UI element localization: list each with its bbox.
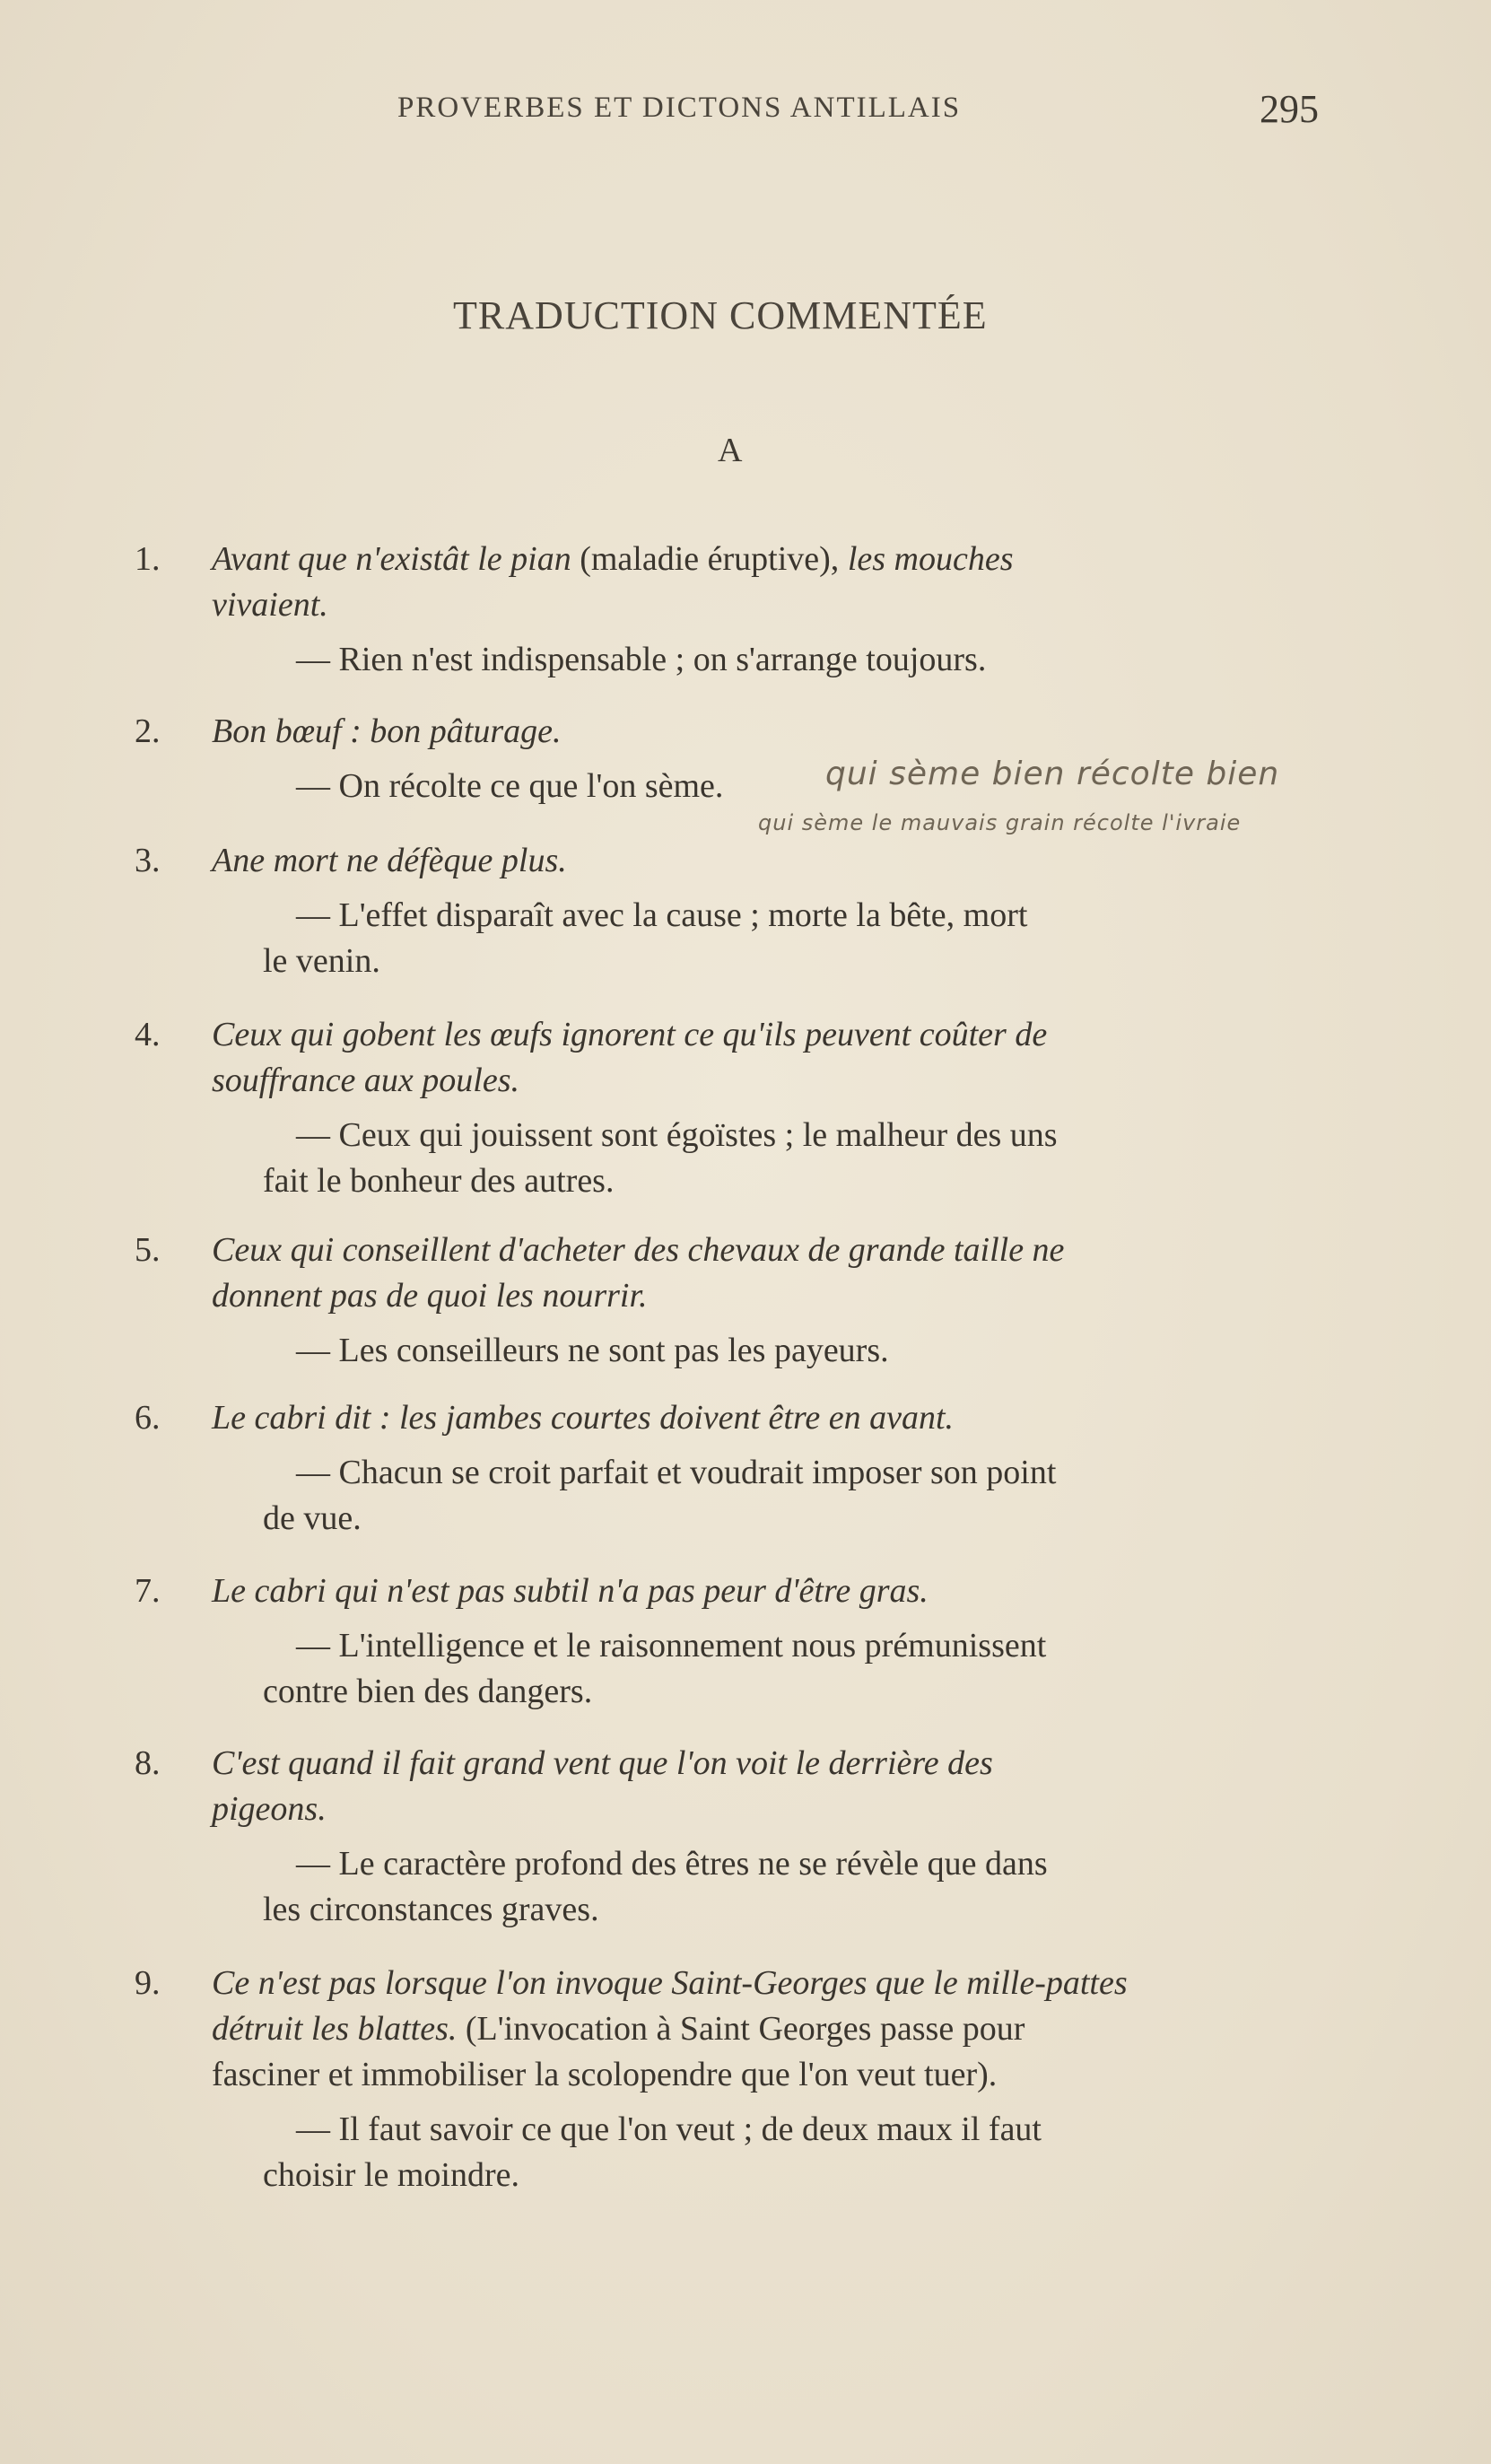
proverb-text	[135, 709, 1323, 755]
meaning-line-2: contre bien des dangers.	[263, 1673, 593, 1710]
proverb-line-2-italic: détruit les blattes.	[212, 2010, 458, 2048]
meaning-text	[135, 2107, 1323, 2198]
meaning-text	[135, 1450, 1323, 1542]
proverb-line-2: souffrance aux poules.	[212, 1062, 520, 1099]
proverb-text	[135, 1961, 1323, 2006]
meaning-line-2: fait le bonheur des autres.	[263, 1162, 615, 1200]
proverb-entry-6	[135, 1395, 1323, 1542]
meaning-line-2: le venin.	[263, 942, 380, 980]
meaning-line-1: — Le caractère profond des êtres ne se révèle que dans	[296, 1845, 1048, 1883]
meaning-line-1: — Chacun se croit parfait et voudrait imposer son point	[296, 1454, 1057, 1491]
proverb-text	[135, 838, 1323, 884]
proverb-line-2: pigeons.	[212, 1790, 327, 1828]
proverb-text	[135, 1228, 1323, 1273]
meaning-text	[135, 1623, 1323, 1715]
running-head: PROVERBES ET DICTONS ANTILLAIS	[397, 92, 962, 124]
entry-number: 1.	[135, 540, 161, 578]
meaning-line-1: — L'intelligence et le raisonnement nous prémunissent	[296, 1627, 1047, 1665]
proverb-line-1: Avant que n'existât le pian	[212, 540, 571, 578]
meaning-text	[135, 1113, 1323, 1204]
section-title: TRADUCTION COMMENTÉE	[453, 293, 988, 337]
meaning-line-2: choisir le moindre.	[263, 2156, 519, 2194]
entry-number: 9.	[135, 1964, 161, 2002]
proverb-entry-8	[135, 1741, 1323, 1933]
meaning-line-1: — L'effet disparaît avec la cause ; morte la bête, mort	[296, 896, 1028, 934]
proverb-line-2	[135, 2006, 1323, 2052]
meaning-line-1: — On récolte ce que l'on sème.	[296, 767, 724, 805]
proverb-entry-3	[135, 838, 1323, 984]
meaning-line-1: — Les conseilleurs ne sont pas les payeurs.	[296, 1332, 889, 1369]
meaning-text	[135, 893, 1323, 984]
proverb-gloss: (maladie éruptive),	[571, 540, 848, 578]
entry-number: 4.	[135, 1016, 161, 1053]
entry-number: 3.	[135, 842, 161, 879]
meaning-line-1: — Rien n'est indispensable ; on s'arrange toujours.	[296, 641, 987, 678]
handwritten-annotation-line-2: qui sème le mauvais grain récolte l'ivraie	[758, 810, 1242, 835]
entry-number: 2.	[135, 712, 161, 750]
proverb-text	[135, 537, 1323, 582]
proverb-line-1: Le cabri qui n'est pas subtil n'a pas peur d'être gras.	[212, 1572, 929, 1610]
proverb-line-2: donnent pas de quoi les nourrir.	[212, 1277, 648, 1315]
entry-number: 8.	[135, 1744, 161, 1782]
meaning-line-2: de vue.	[263, 1499, 362, 1537]
proverb-entry-7	[135, 1568, 1323, 1715]
proverb-entry-1	[135, 537, 1323, 683]
entry-number: 6.	[135, 1399, 161, 1437]
handwritten-annotation-line-1: qui sème bien récolte bien	[825, 756, 1280, 792]
proverb-line-1: Ane mort ne défèque plus.	[212, 842, 567, 879]
proverb-line-1: Bon bœuf : bon pâturage.	[212, 712, 562, 750]
proverb-line-1: Ceux qui gobent les œufs ignorent ce qu'ils peuvent coûter de	[212, 1016, 1048, 1053]
section-letter: A	[718, 432, 743, 469]
proverb-line-1: Ceux qui conseillent d'acheter des chevaux de grande taille ne	[212, 1231, 1065, 1269]
proverb-gloss: (L'invocation à Saint Georges passe pour	[457, 2010, 1025, 2048]
page-number: 295	[1260, 87, 1319, 131]
meaning-line-2: les circonstances graves.	[263, 1891, 599, 1928]
proverb-text	[135, 1395, 1323, 1441]
proverb-entry-9	[135, 1961, 1323, 2198]
proverb-line-3: fasciner et immobiliser la scolopendre que l'on veut tuer).	[212, 2056, 998, 2093]
proverb-entry-5	[135, 1228, 1323, 1374]
entry-number: 7.	[135, 1572, 161, 1610]
proverb-line-1: Ce n'est pas lorsque l'on invoque Saint-Georges que le mille-pattes	[212, 1964, 1128, 2002]
proverb-text	[135, 1741, 1323, 1787]
proverb-text	[135, 1012, 1323, 1058]
proverb-line-1: C'est quand il fait grand vent que l'on voit le derrière des	[212, 1744, 993, 1782]
proverb-line-1b: les mouches	[847, 540, 1014, 578]
meaning-line-1: — Il faut savoir ce que l'on veut ; de deux maux il faut	[296, 2110, 1042, 2148]
meaning-line-1: — Ceux qui jouissent sont égoïstes ; le malheur des uns	[296, 1116, 1058, 1154]
proverb-entry-4	[135, 1012, 1323, 1204]
proverb-line-1: Le cabri dit : les jambes courtes doivent être en avant.	[212, 1399, 955, 1437]
proverb-text	[135, 1568, 1323, 1614]
entry-number: 5.	[135, 1231, 161, 1269]
meaning-text	[135, 1841, 1323, 1933]
proverb-line-2: vivaient.	[212, 586, 328, 624]
